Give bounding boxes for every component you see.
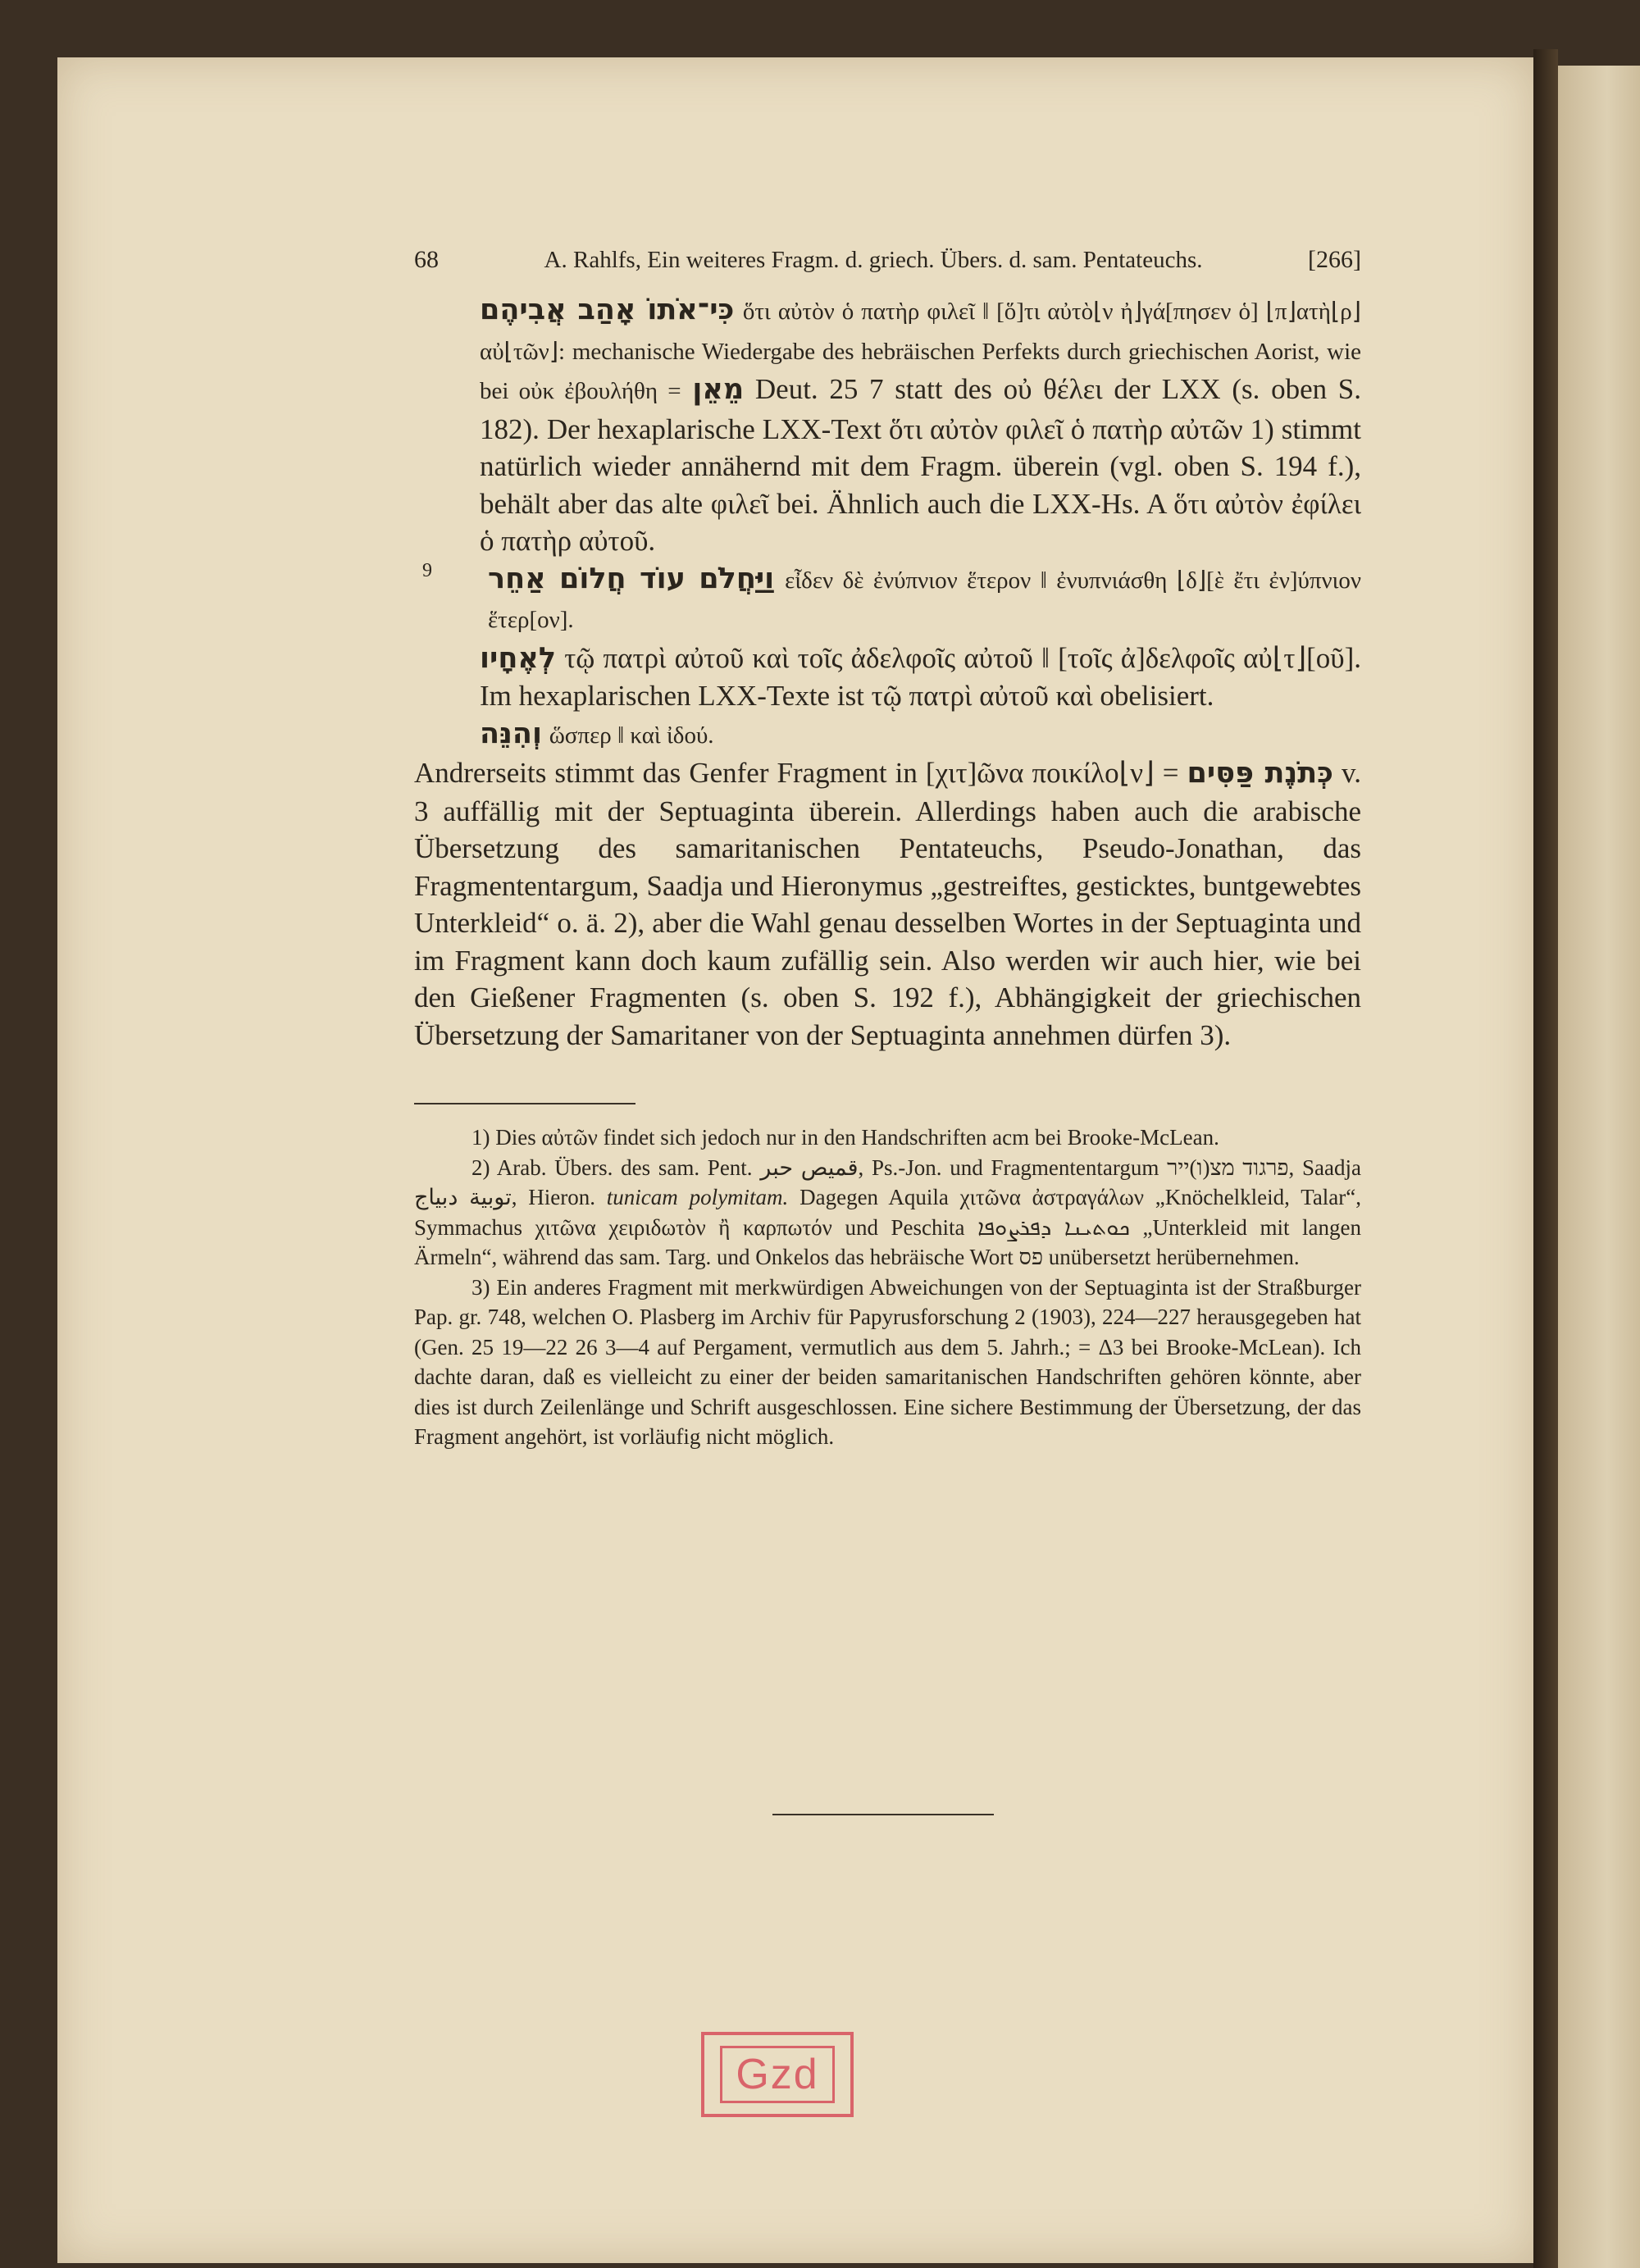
footnote-divider [414, 1103, 636, 1104]
paragraph-text: εἶδεν δὲ ἐνύπνιον ἕτερον ‖ ἐνυπνιάσθη ⌊δ⌋[ὲ ἔτι ἐν]ύπνιον ἕτερ[ον]. [488, 567, 1362, 633]
paragraph-text: τῷ πατρὶ αὐτοῦ καὶ τοῖς ἀδελφοῖς αὐτοῦ ‖ [τοῖς ἀ]δελφοῖς αὐ⌊τ⌋[οῦ]. Im hexaplarischen LXX-Texte ist τῷ πατρὶ αὐτοῦ καὶ obelisiert. [480, 641, 1361, 712]
page-text-block [414, 246, 1361, 1452]
paragraph-text: ὅτι αὐτὸν ὁ πατὴρ φιλεῖ ‖ [ὅ]τι αὐτὸ⌊ν ἠ⌋γά[πησεν ὁ] ⌊π⌋ατὴ⌊ρ⌋ αὐ⌊τῶν⌋: mechanische Wiedergabe des hebräischen Perfekts durch griechischen Aorist, wie bei οὐκ ἐβουλήθη = [480, 298, 1361, 404]
footnote-1: 1) Dies αὐτῶν findet sich jedoch nur in den Handschriften acm bei Brooke-McLean. [472, 1125, 1219, 1150]
footnote-3: 3) Ein anderes Fragment mit merkwürdigen Abweichungen von der Septuaginta ist der Straßburger Pap. gr. 748, welchen O. Plasberg im Archiv für Papyrusforschung 2 (1903), 224—227 herausgegeben hat (Gen. 25 19—22 26 3—4 auf Pergament, vermutlich aus dem 5. Jahrh.; = Δ3 bei Brooke-McLean). Ich dachte daran, daß es vielleicht zu einer der beiden samaritanischen Handschriften gehören könnte, aber dies ist durch Zeilenlänge und Schrift ausgeschlossen. Eine sichere Bestimmung der Übersetzung, der das Fragment angehört, ist vorläufig nicht möglich. [414, 1274, 1361, 1449]
paragraph-text: v. 3 auffällig mit der Septuaginta überein. Allerdings haben auch die arabische Übersetzung des samaritanischen Pentateuchs, Pseudo-Jonathan, das Fragmententargum, Saadja und Hieronymus „gestreiftes, gesticktes, buntgewebtes Unterkleid“ o. ä. 2), aber die Wahl genau desselben Wortes in der Septuaginta und im Fragment kann doch kaum zufällig sein. Also werden wir auch hier, wie bei den Gießener Fragmenten (s. oben S. 192 f.), Abhängigkeit der griechischen Übersetzung der Samaritaner von der Septuaginta annehmen dürfen 3). [414, 757, 1361, 1051]
commentary-paragraph [414, 715, 1361, 755]
footnote-text: Dagegen Aquila χιτῶνα ἀστραγάλων „Knöchelkleid, Talar“, Symmachus χιτῶνα χειριδωτὸν ἢ καρπωτόν und Peschita ܟܘܬܝܢܐ ܕܦܪܨܘܦܐ „Unterkleid mit langen Ärmeln“, während das sam. Targ. und Onkelos das hebräische Wort פס unübersetzt herübernehmen. [414, 1185, 1362, 1269]
stamp-label: Gzd [720, 2046, 834, 2103]
adjacent-page-edge [1558, 66, 1640, 2268]
footnote-italic-text: tunicam polymitam. [606, 1185, 789, 1209]
footnote-2 [414, 1153, 1361, 1273]
hebrew-word: וְהִנֵּה [480, 717, 542, 750]
library-stamp [701, 2032, 854, 2117]
hebrew-phrase: כִּי־אֹתוֹ אָהַב אֲבִיהֶם [480, 294, 735, 326]
paragraph-text: Deut. 25 7 statt des οὐ θέλει der LXX (s. oben S. 182). Der hexaplarische LXX-Text ὅτι αὐτὸν φιλεῖ ὁ πατὴρ αὐτῶν 1) stimmt natürlich wieder annähernd mit dem Fragm. überein (vgl. oben S. 194 f.), behält aber das alte φιλεῖ bei. Ähnlich auch die LXX-Hs. A ὅτι αὐτὸν ἐφίλει ὁ πατὴρ αὐτοῦ. [480, 373, 1362, 557]
commentary-paragraph [414, 640, 1361, 715]
bracket-page-number: [266] [1308, 246, 1361, 273]
main-text [414, 291, 1361, 1054]
page-number: 68 [414, 246, 439, 273]
footnotes [414, 1123, 1361, 1452]
commentary-paragraph [414, 291, 1361, 560]
hebrew-word: מֵאֵן [692, 373, 745, 406]
verse-number: 9 [422, 559, 432, 581]
verse-entry [414, 560, 1361, 640]
body-paragraph [414, 754, 1361, 1054]
hebrew-phrase: כְּתֹנֶת פַּסִּים [1187, 757, 1333, 790]
verse-paragraph [488, 560, 1361, 640]
footnote-text: 2) Arab. Übers. des sam. Pent. قميص حبر, Ps.-Jon. und Fragmententargum פרגוד מצ(ו)ייר, Saadja توبية دبياج, Hieron. [414, 1154, 1361, 1209]
running-header [414, 246, 1361, 291]
paragraph-text: ὥσπερ ‖ καὶ ἰδού. [549, 722, 714, 749]
end-divider [772, 1814, 994, 1815]
hebrew-phrase: וַיַּחֲלֹם עוֹד חֲלוֹם אַחֵר [488, 562, 775, 595]
hebrew-word: לְאֶחָיו [480, 641, 557, 675]
running-title: A. Rahlfs, Ein weiteres Fragm. d. griech. Übers. d. sam. Pentateuchs. [544, 247, 1203, 273]
book-spine [1533, 49, 1558, 2268]
paragraph-text: Andrerseits stimmt das Genfer Fragment in [χιτ]ῶνα ποικίλο⌊ν⌋ = [414, 757, 1179, 789]
